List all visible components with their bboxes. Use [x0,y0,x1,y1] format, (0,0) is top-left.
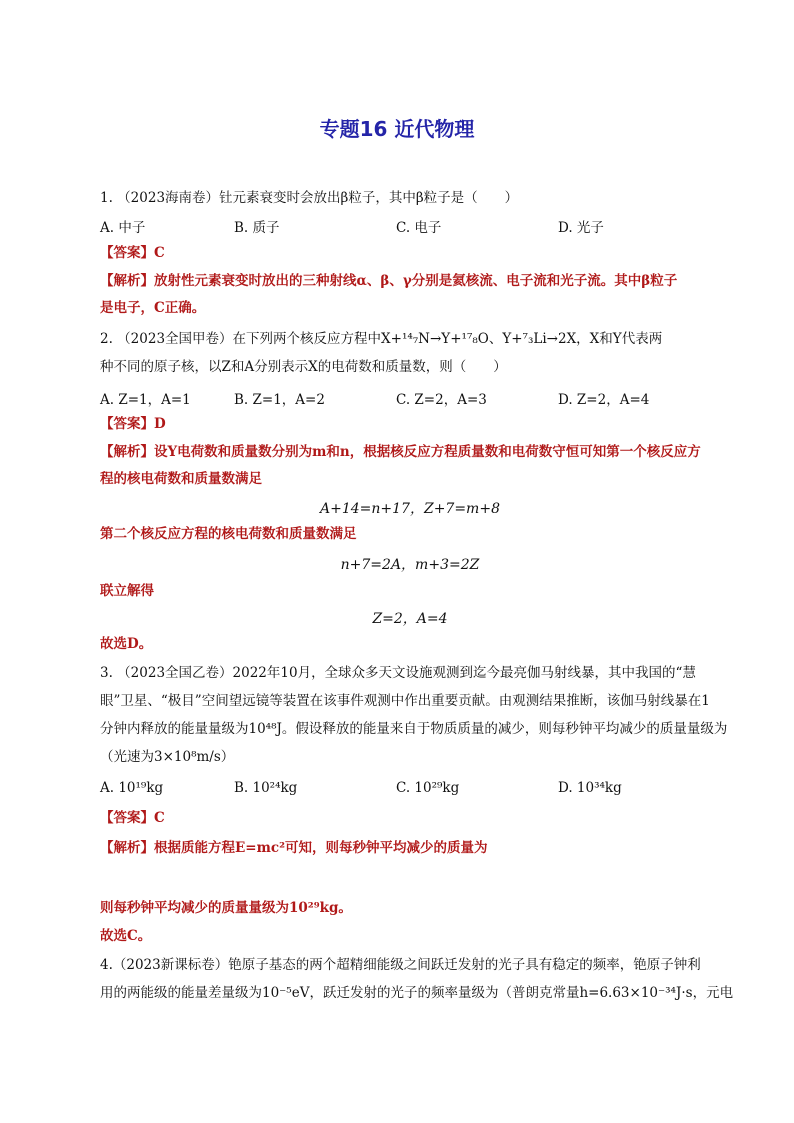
q4-stem: 4.（2023新课标卷）铯原子基态的两个超精细能级之间跃迁发射的光子具有稳定的频率，铯原子钟利 [100,957,701,973]
q1-stem: 1. （2023海南卷）钍元素衰变时会放出β粒子，其中β粒子是（ ） [100,190,519,206]
q2-equation-1: A+14=n+17，Z+7=m+8 [320,501,500,517]
q2-text-1: 第二个核反应方程的核电荷数和质量数满足 [100,526,357,542]
q1-analysis: 【解析】放射性元素衰变时放出的三种射线α、β、γ分别是氦核流、电子流和光子流。其中β粒子 [100,273,678,289]
q3-option-b: B. 10²⁴kg [234,780,298,796]
q1-analysis-cont: 是电子，C正确。 [100,300,206,316]
q2-stem: 2. （2023全国甲卷）在下列两个核反应方程中X+¹⁴₇N→Y+¹⁷₈O、Y+⁷₃Li→2X，X和Y代表两 [100,331,663,347]
q4-stem-cont: 用的两能级的能量差量级为10⁻⁵eV，跃迁发射的光子的频率量级为（普朗克常量h=6.63×10⁻³⁴J·s，元电 [100,985,734,1001]
q3-stem-cont-2: 分钟内释放的能量量级为10⁴⁸J。假设释放的能量来自于物质质量的减少，则每秒钟平均减少的质量量级为 [100,721,728,737]
q2-equation-3: Z=2，A=4 [372,611,448,627]
q2-equation-2: n+7=2A，m+3=2Z [340,557,480,573]
q3-text-1: 则每秒钟平均减少的质量量级为10²⁹kg。 [100,900,352,916]
q2-option-d: D. Z=2，A=4 [558,392,650,408]
q2-answer: 【答案】D [100,416,166,432]
q3-option-c: C. 10²⁹kg [396,780,460,796]
q3-analysis: 【解析】根据质能方程E=mc²可知，则每秒钟平均减少的质量为 [100,840,488,856]
q1-option-c: C. 电子 [396,220,442,236]
q3-stem: 3. （2023全国乙卷）2022年10月，全球众多天文设施观测到迄今最亮伽马射线暴，其中我国的“慧 [100,665,696,681]
q3-option-a: A. 10¹⁹kg [100,780,164,796]
q1-answer: 【答案】C [100,245,165,261]
q2-option-b: B. Z=1，A=2 [234,392,325,408]
q2-stem-cont: 种不同的原子核，以Z和A分别表示X的电荷数和质量数，则（ ） [100,359,507,375]
q1-option-a: A. 中子 [100,220,146,236]
q3-stem-cont-3: （光速为3×10⁸m/s） [100,749,235,765]
q1-option-b: B. 质子 [234,220,280,236]
page-title: 专题16 近代物理 [319,117,475,141]
q3-option-d: D. 10³⁴kg [558,780,622,796]
q1-option-d: D. 光子 [558,220,604,236]
q2-option-a: A. Z=1，A=1 [100,392,191,408]
q2-analysis: 【解析】设Y电荷数和质量数分别为m和n，根据核反应方程质量数和电荷数守恒可知第一个核反应方 [100,444,701,460]
q2-text-3: 故选D。 [100,636,153,652]
q3-text-2: 故选C。 [100,928,152,944]
q2-option-c: C. Z=2，A=3 [396,392,487,408]
q2-text-2: 联立解得 [100,583,154,599]
q2-analysis-cont: 程的核电荷数和质量数满足 [100,471,262,487]
q3-stem-cont-1: 眼”卫星、“极目”空间望远镜等装置在该事件观测中作出重要贡献。由观测结果推断，该伽马射线暴在1 [100,693,710,709]
q3-answer: 【答案】C [100,810,165,826]
